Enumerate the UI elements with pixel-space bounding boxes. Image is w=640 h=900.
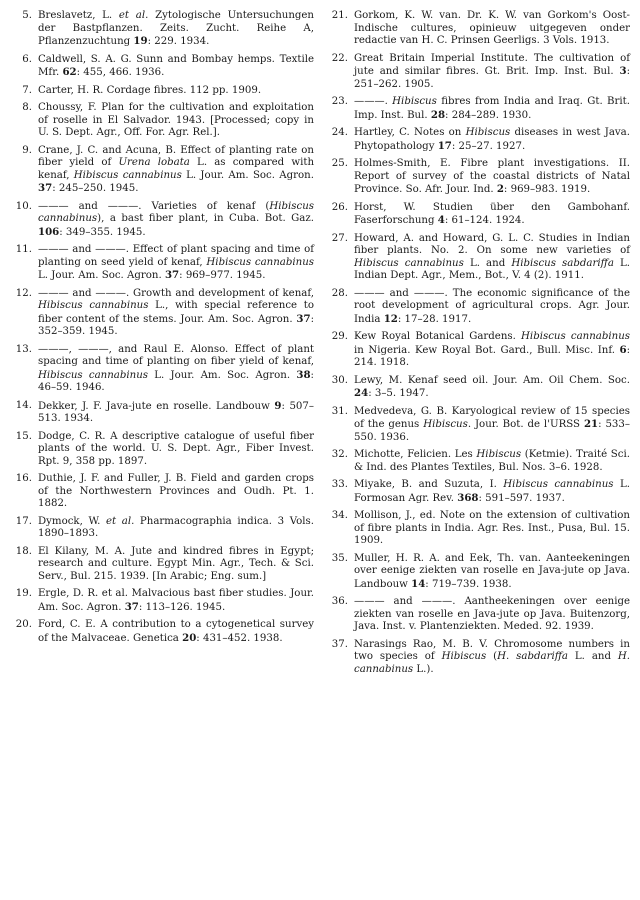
reference-text	[354, 510, 630, 548]
reference-entry	[324, 202, 630, 228]
reference-entry	[324, 553, 630, 592]
reference-segment: : 251–262. 1905.	[354, 66, 630, 90]
reference-segment: : 214. 1918.	[354, 344, 630, 368]
reference-segment: H. cannabinus	[354, 651, 631, 675]
reference-segment: diseases in west Java. Phytopathology	[354, 127, 630, 152]
reference-entry	[8, 10, 314, 49]
reference-segment: : 25–27. 1927.	[451, 140, 526, 152]
reference-entry	[8, 344, 314, 395]
reference-segment: 37	[124, 600, 139, 613]
reference-entry	[8, 85, 314, 98]
reference-segment: : 533–550. 1936.	[354, 419, 630, 443]
reference-text	[38, 400, 314, 426]
reference-segment: Medvedeva, G. B. Karyological review of 15 species of the genus	[354, 405, 630, 430]
reference-number: 28.	[331, 287, 348, 299]
reference-number: 29.	[331, 331, 348, 342]
reference-entry	[8, 588, 314, 614]
reference-text	[38, 85, 314, 98]
reference-segment: Hibiscus	[423, 419, 468, 430]
reference-segment: : 591–597. 1937.	[478, 492, 565, 504]
reference-segment: 24	[354, 387, 369, 399]
reference-segment: Hibiscus sabdariffa	[511, 257, 614, 269]
reference-entry	[8, 473, 314, 511]
reference-segment: Gorkom, K. W. van. Dr. K. W. van Gorkom's Oost-Indische cultures, opinieuw uitgegeven onder redactie van H. C. Prinsen Geerligs. 3 Vols. 1913.	[354, 10, 630, 46]
reference-entry	[324, 233, 630, 283]
reference-segment: et al.	[118, 10, 149, 21]
reference-segment: 6	[619, 343, 627, 356]
reference-text	[354, 202, 630, 228]
reference-number: 12.	[15, 287, 32, 299]
reference-text	[38, 201, 314, 240]
reference-segment: 17	[437, 139, 452, 152]
reference-number: 17.	[15, 515, 32, 527]
reference-segment: El Kilany, M. A. Jute and kindred fibres in Egypt; research and culture. Egypt Min. Agr., Tech. & Sci. Serv., Bul. 215. 1939. [In Arabic; Eng. sum.]	[38, 545, 314, 582]
reference-entry	[324, 510, 630, 548]
reference-segment: et al.	[106, 515, 135, 527]
reference-text	[354, 639, 630, 677]
reference-number: 34.	[331, 510, 348, 521]
reference-segment: L. Jour. Am. Soc. Agron.	[148, 369, 297, 381]
reference-segment: : 455, 466. 1936.	[76, 67, 165, 78]
reference-segment: in Nigeria. Kew Royal Bot. Gard., Bull. Misc. Inf.	[354, 344, 620, 356]
reference-segment: ———, ———, and Raul E. Alonso. Effect of plant spacing and time of planting on fiber yield of kenaf,	[38, 343, 314, 367]
reference-segment: : 431–452. 1938.	[196, 632, 283, 644]
reference-segment: 9	[274, 399, 282, 412]
reference-segment: Urena lobata	[118, 157, 190, 168]
reference-entry	[8, 546, 314, 584]
reference-segment: L. Formosan Agr. Rev.	[354, 479, 630, 504]
reference-text	[354, 375, 630, 401]
reference-segment: 37	[296, 312, 311, 325]
reference-entry	[324, 479, 630, 505]
reference-segment: 37	[38, 182, 53, 194]
reference-entry	[324, 96, 630, 122]
reference-segment: Caldwell, S. A. G. Sunn and Bombay hemps. Textile Mfr.	[38, 53, 314, 78]
reference-text	[354, 596, 630, 634]
reference-number: 31.	[331, 405, 348, 417]
reference-number: 16.	[15, 473, 32, 484]
reference-segment: Horst, W. Studien über den Gambohanf. Faserforschung	[354, 201, 630, 226]
reference-segment: Hibiscus cannabinus	[38, 300, 149, 311]
reference-number: 26.	[331, 201, 348, 213]
reference-segment: : 719–739. 1938.	[425, 578, 512, 590]
reference-entry	[324, 53, 630, 92]
reference-number: 7.	[22, 84, 32, 96]
reference-segment: : 507–513. 1934.	[38, 400, 314, 424]
reference-text	[354, 479, 630, 505]
reference-number: 35.	[331, 552, 348, 564]
reference-text	[38, 288, 314, 339]
reference-text	[38, 516, 314, 541]
reference-text	[354, 288, 630, 327]
reference-text	[38, 344, 314, 395]
reference-text	[38, 145, 314, 196]
reference-segment: : 3–5. 1947.	[368, 388, 429, 399]
reference-text	[38, 588, 314, 614]
reference-segment: Mollison, J., ed. Note on the extension of cultivation of fibre plants in India. Agr. Res. Inst., Pusa, Bul. 15. 1909.	[354, 510, 630, 546]
reference-segment: Hibiscus cannabinus	[354, 257, 464, 269]
reference-segment: Hartley, C. Notes on	[354, 127, 466, 138]
reference-segment: : 284–289. 1930.	[445, 109, 532, 121]
reference-entry	[324, 596, 630, 634]
reference-segment: H. sabdariffa	[497, 651, 568, 662]
reference-segment: Hibiscus	[465, 127, 511, 138]
reference-segment: Pharmacographia indica. 3 Vols. 1890–1893.	[38, 515, 314, 539]
reference-segment: : 46–59. 1946.	[38, 369, 314, 393]
reference-entry	[8, 619, 314, 645]
reference-segment: 19	[133, 35, 148, 47]
reference-segment: Muller, H. R. A. and Eek, Th. van. Aanteekeningen over eenige ziekten van roselle en Java-jute op Java. Landbouw	[354, 552, 630, 590]
reference-number: 22.	[331, 52, 348, 64]
reference-segment: Ergle, D. R. et al. Malvacious bast fiber studies. Jour. Am. Soc. Agron.	[38, 588, 314, 613]
reference-segment: Carter, H. R. Cordage fibres. 112 pp. 1909.	[38, 84, 262, 96]
reference-text	[354, 127, 630, 153]
reference-text	[38, 546, 314, 584]
left-column	[8, 10, 314, 900]
reference-segment: Narasings Rao, M. B. V. Chromosome numbers in two species of	[354, 638, 630, 662]
reference-segment: Hibiscus cannabinus	[38, 369, 149, 381]
reference-segment: Choussy, F. Plan for the cultivation and exploitation of roselle in El Salvador. 1943. [Processed; copy in U. S. Dept. Agr., Off. For. Agr. Rel.].	[38, 102, 314, 138]
reference-number: 14.	[15, 399, 32, 411]
reference-segment: Kew Royal Botanical Gardens.	[354, 331, 522, 342]
reference-segment: Howard, A. and Howard, G. L. C. Studies in Indian fiber plants. No. 2. On some new varieties of	[354, 232, 630, 256]
reference-entry	[324, 127, 630, 153]
reference-segment: : 245–250. 1945.	[52, 183, 139, 194]
reference-segment: L. and	[568, 651, 618, 662]
reference-segment: Duthie, J. F. and Fuller, J. B. Field and garden crops of the Northwestern Provinces and Oudh. Pt. 1. 1882.	[38, 473, 314, 509]
reference-segment: Crane, J. C. and Acuna, B. Effect of planting rate on fiber yield of	[38, 144, 314, 168]
reference-entry	[8, 201, 314, 240]
reference-entry	[324, 288, 630, 327]
reference-entry	[324, 375, 630, 401]
reference-segment: 12	[383, 312, 398, 325]
reference-number: 36.	[331, 596, 348, 607]
reference-segment: Hibiscus cannabinus	[73, 169, 182, 181]
reference-segment: : 969–977. 1945.	[179, 270, 266, 281]
reference-segment: ——— and ———. Aantheekeningen over eenige ziekten van roselle en Java-jute op Java. Buitenzorg, Java. Inst. v. Plantenziekten. Meded. 92. 1939.	[354, 596, 630, 632]
reference-segment: L. Jour. Am. Soc. Agron.	[181, 169, 314, 181]
reference-segment: : 61–124. 1924.	[444, 215, 525, 226]
reference-segment: 21	[583, 418, 599, 430]
reference-segment: L.).	[413, 663, 434, 675]
reference-number: 30.	[331, 374, 348, 386]
reference-segment: (	[486, 651, 498, 662]
reference-segment: 368	[457, 491, 479, 504]
reference-segment: L. and	[463, 257, 512, 269]
reference-segment: Dekker, J. F. Java-jute en roselle. Landbouw	[38, 400, 275, 412]
reference-segment: Dodge, C. R. A descriptive catalogue of useful fiber plants of the world. U. S. Dept. Agr., Fiber Invest. Rpt. 9, 358 pp. 1897.	[38, 430, 314, 467]
reference-segment: : 352–359. 1945.	[38, 313, 314, 337]
reference-text	[38, 619, 314, 645]
reference-text	[354, 331, 630, 370]
reference-entry	[8, 516, 314, 541]
reference-segment: 38	[296, 368, 311, 381]
reference-segment: 3	[619, 65, 627, 77]
reference-entry	[324, 331, 630, 370]
reference-text	[354, 233, 630, 283]
reference-segment: ), a bast fiber plant, in Cuba. Bot. Gaz.	[97, 213, 314, 224]
reference-segment: : 349–355. 1945.	[59, 226, 146, 238]
reference-number: 37.	[331, 638, 348, 650]
reference-segment: : 113–126. 1945.	[138, 601, 226, 613]
reference-text	[38, 10, 314, 49]
reference-segment: ——— and ———. Effect of plant spacing and time of planting on seed yield of kenaf,	[38, 244, 314, 268]
reference-segment: Great Britain Imperial Institute. The cultivation of jute and similar fibres. Gt. Brit. Imp. Inst. Bul.	[354, 52, 630, 77]
reference-number: 6.	[22, 53, 32, 65]
reference-entry	[8, 400, 314, 426]
reference-number: 11.	[15, 244, 32, 255]
reference-segment: (Ketmie). Traité Sci. & Ind. des Plantes Textiles, Bul. Nos. 3–6. 1928.	[354, 449, 630, 473]
reference-segment: 37	[164, 269, 180, 281]
reference-segment: 28	[430, 108, 446, 121]
reference-segment: Zytologische Untersuchungen der Bastpflanzen. Zeits. Zucht. Reihe A, Pflanzenzuchtung	[38, 10, 314, 47]
reference-number: 25.	[331, 158, 348, 169]
reference-segment: Dymock, W.	[38, 515, 106, 527]
reference-segment: 2	[496, 183, 504, 195]
reference-number: 23.	[331, 96, 348, 107]
reference-entry	[8, 244, 314, 283]
reference-segment: Ford, C. E. A contribution to a cytogenetical survey of the Malvaceae. Genetica	[38, 619, 314, 644]
reference-text	[354, 158, 630, 197]
reference-number: 27.	[331, 232, 348, 244]
reference-segment: Miyake, B. and Suzuta, I.	[354, 479, 504, 490]
reference-number: 8.	[22, 102, 32, 113]
reference-segment: 20	[182, 631, 197, 644]
reference-text	[354, 10, 630, 48]
reference-segment: L. Indian Dept. Agr., Mem., Bot., V. 4 (2). 1911.	[354, 257, 630, 281]
reference-number: 15.	[15, 430, 32, 442]
reference-segment: . Jour. Bot. de l'URSS	[467, 419, 584, 430]
reference-segment: Hibiscus cannabinus	[206, 256, 314, 268]
reference-segment: Lewy, M. Kenaf seed oil. Jour. Am. Oil Chem. Soc.	[354, 374, 630, 386]
reference-segment: Michotte, Felicien. Les	[354, 449, 477, 460]
reference-segment: 4	[437, 214, 445, 226]
reference-segment: ——— and ———. The economic significance of the root development of agricultural crops. Agr. Jour. India	[354, 287, 630, 325]
reference-segment: Hibiscus	[441, 651, 487, 662]
reference-entry	[8, 145, 314, 196]
reference-segment: : 969–983. 1919.	[503, 184, 591, 195]
reference-segment: L. as compared with kenaf,	[38, 157, 315, 181]
reference-number: 32.	[331, 449, 348, 460]
reference-segment: 14	[411, 577, 426, 590]
reference-text	[354, 96, 630, 122]
reference-segment: : 17–28. 1917.	[397, 313, 472, 325]
reference-number: 33.	[331, 479, 348, 490]
reference-segment: 62	[62, 66, 77, 78]
reference-number: 18.	[15, 545, 32, 557]
reference-entry	[324, 449, 630, 474]
reference-text	[38, 431, 314, 469]
reference-segment: L. Jour. Am. Soc. Agron.	[38, 270, 165, 281]
reference-segment: Hibiscus cannabinus	[503, 479, 614, 490]
reference-segment: Hibiscus cannabinus	[38, 200, 314, 224]
reference-segment: Hibiscus cannabinus	[521, 331, 630, 342]
reference-segment: ——— and ———. Growth and development of kenaf,	[38, 287, 314, 299]
reference-entry	[8, 288, 314, 339]
reference-entry	[324, 406, 630, 445]
reference-number: 9.	[22, 144, 32, 156]
reference-number: 21.	[331, 10, 348, 21]
reference-number: 10.	[15, 200, 32, 212]
right-column	[324, 10, 630, 900]
reference-segment: Breslavetz, L.	[38, 10, 119, 21]
reference-text	[354, 406, 630, 445]
reference-number: 19.	[15, 588, 32, 599]
reference-number: 24.	[331, 127, 348, 138]
reference-text	[38, 54, 314, 80]
reference-entry	[8, 431, 314, 469]
reference-segment: Hibiscus	[476, 449, 522, 460]
reference-text	[38, 244, 314, 283]
reference-segment: fibres from India and Iraq. Gt. Brit. Imp. Inst. Bul.	[354, 96, 630, 121]
reference-entry	[8, 102, 314, 140]
reference-segment: 106	[38, 225, 60, 238]
reference-number: 13.	[15, 343, 32, 355]
reference-text	[38, 102, 314, 140]
reference-segment: Hibiscus	[392, 96, 437, 107]
reference-segment: ———.	[354, 96, 393, 107]
reference-segment: Holmes-Smith, E. Fibre plant investigations. II. Report of survey of the coastal districts of Natal Province. So. Afr. Jour. Ind.	[354, 158, 630, 195]
reference-entry	[324, 10, 630, 48]
reference-entry	[324, 158, 630, 197]
reference-text	[354, 53, 630, 92]
reference-segment: L., with special reference to fiber content of the stems. Jour. Am. Soc. Agron.	[38, 300, 314, 325]
reference-text	[354, 553, 630, 592]
reference-entry	[8, 54, 314, 80]
reference-number: 5.	[22, 10, 32, 21]
reference-segment: ——— and ———. Varieties of kenaf (	[38, 200, 270, 212]
reference-text	[354, 449, 630, 474]
reference-entry	[324, 639, 630, 677]
reference-segment: : 229. 1934.	[147, 36, 210, 47]
reference-text	[38, 473, 314, 511]
reference-number: 20.	[15, 619, 32, 630]
